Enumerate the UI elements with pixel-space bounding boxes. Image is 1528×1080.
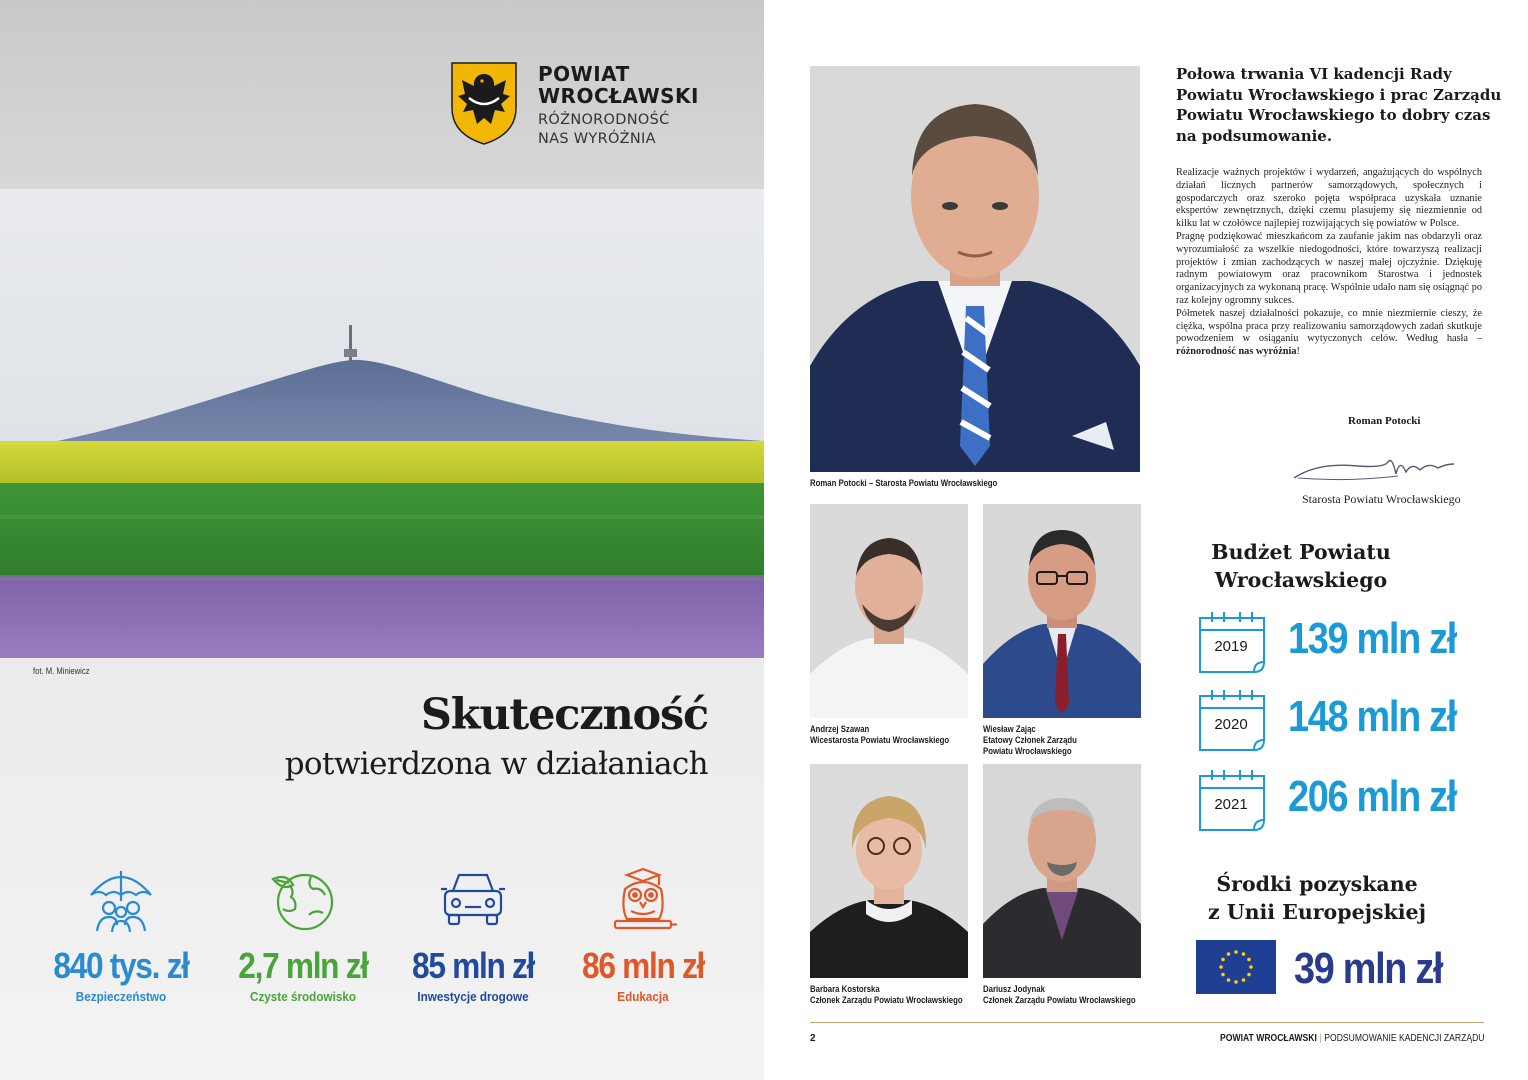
eu-star [1234,950,1238,954]
car-icon [437,865,509,935]
budget-title [1196,538,1406,594]
eu-amount: 39 mln zł [1294,944,1443,993]
portrait-czlonek-kostorska [810,764,968,978]
portrait-etatowy-czlonek [983,504,1141,718]
eu-star [1242,952,1246,956]
caption-role: Członek Zarządu Powiatu Wrocławskiego [810,995,963,1006]
portrait-photo [983,504,1141,718]
stat-value: 840 tys. zł [53,945,189,986]
logo-tagline2: NAS WYRÓŻNIA [538,131,656,147]
caption-name: Wiesław Zając [983,724,1036,735]
umbrella-people-icon [85,865,157,935]
budget-title-line: Budżet Powiatu [1211,540,1391,564]
eu-funds-title [1194,870,1440,926]
portrait-photo [810,764,968,978]
portrait-starosta [810,66,1140,472]
footer-separator: | [1318,1033,1322,1044]
eu-star [1219,965,1223,969]
subheadline: potwierdzona w działaniach [284,746,708,782]
stat-safety [31,865,211,1004]
headline: Skuteczność [420,690,708,740]
logo-line2: WROCŁAWSKI [538,84,699,108]
stat-roads [383,865,563,1004]
letter-paragraph: Pragnę podziękować mieszkańcom za zaufanie jakim nas obdarzyli oraz wyrozumiałość za wszelkie niedogodności, które towarzyszą realizacji projektów i zmian zachodzących w naszej małej ojczyźnie. Dziękuję radnym powiatowym oraz pracownikom Starostwa i jednostek organizacyjnych za wykonaną pracę. Wspólnie udało nam się osiągnąć po raz kolejny ogromny sukces. [1176,230,1482,306]
landscape-photo [0,189,764,658]
signer-title: Starosta Powiatu Wrocławskiego [1302,492,1461,506]
earth-leaf-icon [267,865,339,935]
caption-name: Dariusz Jodynak [983,984,1045,995]
footer-title [1220,1033,1484,1044]
budget-amount: 206 mln zł [1288,772,1456,821]
caption-name: Andrzej Szawan [810,724,870,735]
budget-amount: 148 mln zł [1288,692,1456,741]
footer-brand: POWIAT WROCŁAWSKI [1219,1033,1317,1044]
eu-star [1234,980,1238,984]
eu-star [1249,965,1253,969]
letter-body [1176,167,1482,359]
budget-row-2020 [1196,686,1496,758]
eu-title-line: Środki pozyskane [1216,872,1418,896]
footer-divider [810,1022,1484,1023]
caption-role: Członek Zarządu Powiatu Wrocławskiego [983,995,1136,1006]
caption-etatowy-czlonek [983,724,1077,757]
eu-star [1247,973,1251,977]
coat-of-arms-icon [449,60,519,146]
eu-star [1221,973,1225,977]
caption-kostorska [810,984,963,1006]
caption-role: Etatowy Członek Zarządu [983,735,1077,746]
stat-label: Bezpieczeństwo [75,989,167,1004]
logo-line1: POWIAT [538,62,630,86]
portrait-czlonek-jodynak [983,764,1141,978]
stat-label: Inwestycje drogowe [417,989,529,1004]
footer-subtitle: PODSUMOWANIE KADENCJI ZARZĄDU [1323,1033,1484,1044]
signature-image [1288,448,1458,488]
portrait-photo [983,764,1141,978]
right-page [764,0,1528,1080]
budget-row-2021 [1196,766,1496,838]
powiat-logo [449,60,739,155]
eu-star [1227,978,1231,982]
caption-starosta: Roman Potocki – Starosta Powiatu Wrocławskiego [810,478,998,489]
stat-environment [213,865,393,1004]
stat-value: 85 mln zł [412,945,534,986]
budget-year: 2021 [1214,796,1248,813]
portrait-photo [810,66,1140,472]
slogan-bold: różnorodność nas wyróżnia [1176,346,1297,358]
budget-year: 2020 [1214,716,1248,733]
stat-value: 2,7 mln zł [238,945,368,986]
stat-education [553,865,733,1004]
budget-row-2019 [1196,608,1496,680]
letter-text: ! [1296,346,1300,358]
caption-jodynak [983,984,1136,1006]
owl-icon [607,865,679,935]
eu-title-line: z Unii Europejskiej [1207,900,1427,924]
budget-year: 2019 [1214,638,1248,655]
stat-label: Czyste środowisko [249,989,356,1004]
eu-star [1221,958,1225,962]
page-number: 2 [810,1033,816,1044]
caption-role: Wicestarosta Powiatu Wrocławskiego [810,735,950,746]
caption-wicestarosta [810,724,949,746]
eu-star [1242,978,1246,982]
photo-credit: fot. M. Miniewicz [33,666,90,676]
caption-role-cont: Powiatu Wrocławskiego [983,746,1072,757]
signer-name: Roman Potocki [1348,415,1421,427]
caption-name: Barbara Kostorska [810,984,880,995]
letter-paragraph: Realizacje ważnych projektów i wydarzeń, angażujących do wspólnych działań licznych partnerów samorządowych, społecznych i gospodarczych oraz szeroko pojęta współpraca uzyskała uznanie ekspertów zewnętrznych, dzięki czemu plasujemy się niezmiennie od kilku lat w czołówce najlepiej rozwijających się powiatów w Polsce. [1176,167,1482,230]
stat-label: Edukacja [617,989,669,1004]
letter-text: Półmetek naszej działalności pokazuje, co mnie niezmiernie cieszy, że ciężka, wspólna praca przy realizowaniu samorządowych zadań skutkuje powodzeniem w osiąganiu wytyczonych celów. Według hasła – [1176,307,1482,345]
budget-title-line: Wrocławskiego [1214,568,1388,592]
letter-paragraph [1176,308,1482,359]
portrait-wicestarosta [810,504,968,718]
budget-amount: 139 mln zł [1288,614,1456,663]
stat-value: 86 mln zł [582,945,704,986]
intro-text: Połowa trwania VI kadencji Rady Powiatu Wrocławskiego i prac Zarządu Powiatu Wrocławskiego to dobry czas na podsumowanie. [1176,65,1502,145]
eu-star [1247,958,1251,962]
logo-tagline1: RÓŻNORODNOŚĆ [538,112,670,128]
portrait-photo [810,504,968,718]
eu-flag-icon [1196,940,1276,994]
eu-star [1227,952,1231,956]
